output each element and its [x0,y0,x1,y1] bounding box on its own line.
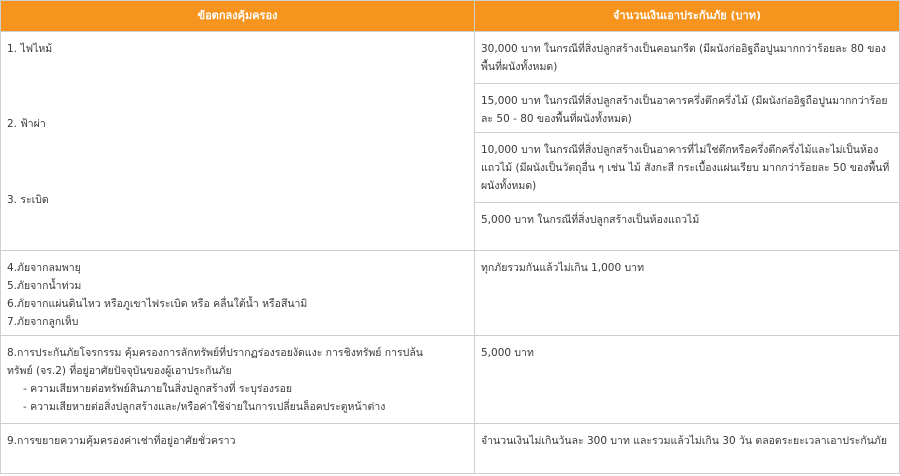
amount-concrete: 30,000 บาท ในกรณีที่สิ่งปลูกสร้างเป็นคอนกรีต (มีผนังก่ออิฐถือปูนมากกว่าร้อยละ 80 ของพื้นที่ผนังทั้งหมด) [475,32,900,84]
amount-temporary-rent: จำนวนเงินไม่เกินวันละ 300 บาท และรวมแล้วไม่เกิน 30 วัน ตลอดระยะเวลาเอาประกันภัย [475,424,900,474]
table-header-row [1,1,900,32]
table-row [1,424,900,474]
burglary-title-line1: 8.การประกันภัยโจรกรรม คุ้มครองการลักทรัพย์ที่ปรากฏร่องรอยงัดแงะ การชิงทรัพย์ การปล้น [7,347,423,359]
table-row [1,251,900,336]
amount-wooden-row-house: 5,000 บาท ในกรณีที่สิ่งปลูกสร้างเป็นห้องแถวไม้ [475,203,900,251]
coverage-item-hail: 7.ภัยจากลูกเห็บ [7,316,79,328]
burglary-sub-structure: - ความเสียหายต่อสิ่งปลูกสร้างและ/หรือค่าใช้จ่ายในการเปลี่ยนล็อคประตูหน้าต่าง [23,401,386,413]
coverage-item-flood: 5.ภัยจากน้ำท่วม [7,280,82,292]
table-row [1,32,900,84]
burglary-title-line2: ทรัพย์ (จร.2) ที่อยู่อาศัยปัจจุบันของผู้เอาประกันภัย [7,365,232,377]
coverage-item-temporary-rent: 9.การขยายความคุ้มครองค่าเช่าที่อยู่อาศัยชั่วคราว [7,435,236,447]
burglary-sub-property: - ความเสียหายต่อทรัพย์สินภายในสิ่งปลูกสร้างที่ ระบุร่องรอย [23,383,293,395]
table-row [1,336,900,424]
coverage-item-storm: 4.ภัยจากลมพายุ [7,262,81,274]
amount-burglary: 5,000 บาท [475,336,900,424]
burglary-cell [1,336,475,424]
coverage-item-lightning: 2. ฟ้าผ่า [7,118,46,130]
coverage-item-explosion: 3. ระเบิด [7,194,49,206]
header-sum-insured: จำนวนเงินเอาประกันภัย (บาท) [475,1,900,32]
coverage-item-fire: 1. ไฟไหม้ [7,43,53,55]
amount-non-brick: 10,000 บาท ในกรณีที่สิ่งปลูกสร้างเป็นอาคารที่ไม่ใช่ตึกหรือครึ่งตึกครึ่งไม้และไม่เป็นห้องแถวไม้ (มีผนังเป็นวัตถุอื่น ๆ เช่น ไม้ สังกะสี กระเบื้องแผ่นเรียบ มากกว่าร้อยละ 50 ของพื้นที่ผนังทั้งหมด) [475,133,900,203]
amount-natural-disasters: ทุกภัยรวมกันแล้วไม่เกิน 1,000 บาท [475,251,900,336]
header-coverage: ข้อตกลงคุ้มครอง [1,1,475,32]
coverage-item-earthquake: 6.ภัยจากแผ่นดินไหว หรือภูเขาไฟระเบิด หรือ คลื่นใต้น้ำ หรือสึนามิ [7,298,308,310]
natural-disaster-cell [1,251,475,336]
fire-lightning-explosion-cell [1,32,475,251]
temporary-rent-cell [1,424,475,474]
amount-half-brick: 15,000 บาท ในกรณีที่สิ่งปลูกสร้างเป็นอาคารครึ่งตึกครึ่งไม้ (มีผนังก่ออิฐถือปูนมากกว่าร้อยละ 50 - 80 ของพื้นที่ผนังทั้งหมด) [475,84,900,133]
